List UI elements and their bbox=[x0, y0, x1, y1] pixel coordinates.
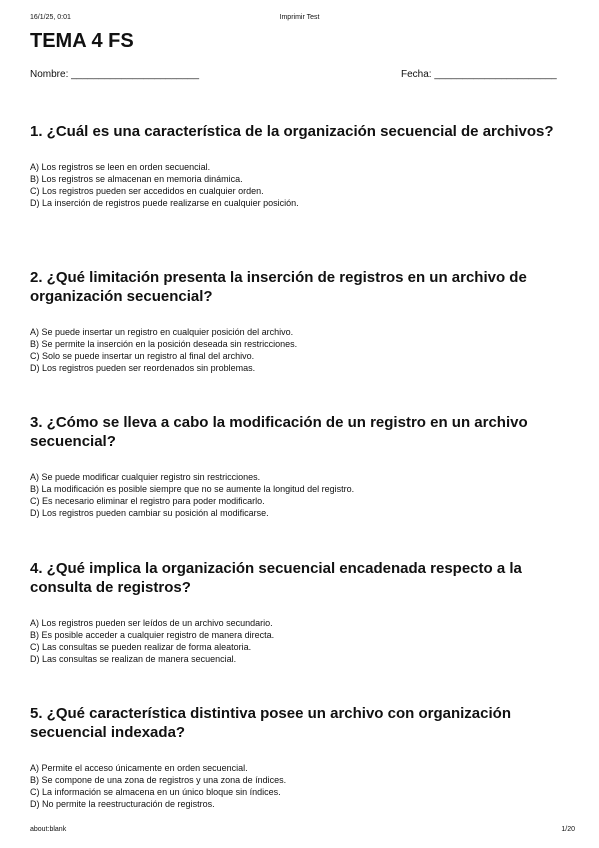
option-a: A) Los registros pueden ser leídos de un archivo secundario. bbox=[30, 618, 273, 628]
question-text: 4. ¿Qué implica la organización secuencial encadenada respecto a la consulta de registros? bbox=[30, 560, 522, 596]
option-b: B) Se permite la inserción en la posición deseada sin restricciones. bbox=[30, 339, 298, 349]
option-list bbox=[30, 471, 578, 519]
page-number: 1/20 bbox=[561, 826, 575, 833]
print-header-title: Imprimir Test bbox=[279, 14, 320, 21]
option-a: A) Los registros se leen en orden secuencial. bbox=[30, 162, 211, 172]
option-c: C) La información se almacena en un único bloque sin índices. bbox=[30, 787, 281, 797]
question-4 bbox=[30, 559, 578, 665]
option-a: A) Permite el acceso únicamente en orden secuencial. bbox=[30, 763, 248, 773]
question-1 bbox=[30, 122, 578, 209]
question-5 bbox=[30, 704, 578, 810]
option-b: B) Los registros se almacenan en memoria dinámica. bbox=[30, 174, 243, 184]
name-field: Nombre: _______________________ bbox=[30, 69, 200, 80]
option-b: B) Se compone de una zona de registros y una zona de índices. bbox=[30, 775, 287, 785]
question-text: 5. ¿Qué característica distintiva posee un archivo con organización secuencial indexada? bbox=[30, 705, 511, 741]
option-list bbox=[30, 326, 578, 374]
question-2 bbox=[30, 268, 578, 374]
option-a: A) Se puede modificar cualquier registro sin restricciones. bbox=[30, 472, 261, 482]
option-list bbox=[30, 161, 578, 209]
option-d: D) Los registros pueden cambiar su posición al modificarse. bbox=[30, 508, 269, 518]
date-field: Fecha: ______________________ bbox=[401, 69, 557, 80]
option-d: D) Las consultas se realizan de manera secuencial. bbox=[30, 654, 237, 664]
option-b: B) La modificación es posible siempre que no se aumente la longitud del registro. bbox=[30, 484, 355, 494]
question-text: 1. ¿Cuál es una característica de la organización secuencial de archivos? bbox=[30, 123, 554, 140]
option-c: C) Solo se puede insertar un registro al final del archivo. bbox=[30, 351, 255, 361]
option-c: C) Es necesario eliminar el registro para poder modificarlo. bbox=[30, 496, 265, 506]
option-list bbox=[30, 762, 578, 810]
question-text: 3. ¿Cómo se lleva a cabo la modificación de un registro en un archivo secuencial? bbox=[30, 414, 528, 450]
option-a: A) Se puede insertar un registro en cualquier posición del archivo. bbox=[30, 327, 294, 337]
question-text: 2. ¿Qué limitación presenta la inserción de registros en un archivo de organización secuencial? bbox=[30, 269, 527, 305]
option-d: D) La inserción de registros puede realizarse en cualquier posición. bbox=[30, 198, 299, 208]
document-title: TEMA 4 FS bbox=[30, 30, 134, 52]
option-c: C) Los registros pueden ser accedidos en cualquier orden. bbox=[30, 186, 264, 196]
option-c: C) Las consultas se pueden realizar de forma aleatoria. bbox=[30, 642, 252, 652]
option-d: D) No permite la reestructuración de registros. bbox=[30, 799, 215, 809]
option-b: B) Es posible acceder a cualquier registro de manera directa. bbox=[30, 630, 275, 640]
print-datetime: 16/1/25, 0:01 bbox=[30, 14, 71, 21]
option-d: D) Los registros pueden ser reordenados sin problemas. bbox=[30, 363, 256, 373]
print-footer-url: about:blank bbox=[30, 826, 67, 833]
option-list bbox=[30, 617, 578, 665]
question-3 bbox=[30, 413, 578, 519]
